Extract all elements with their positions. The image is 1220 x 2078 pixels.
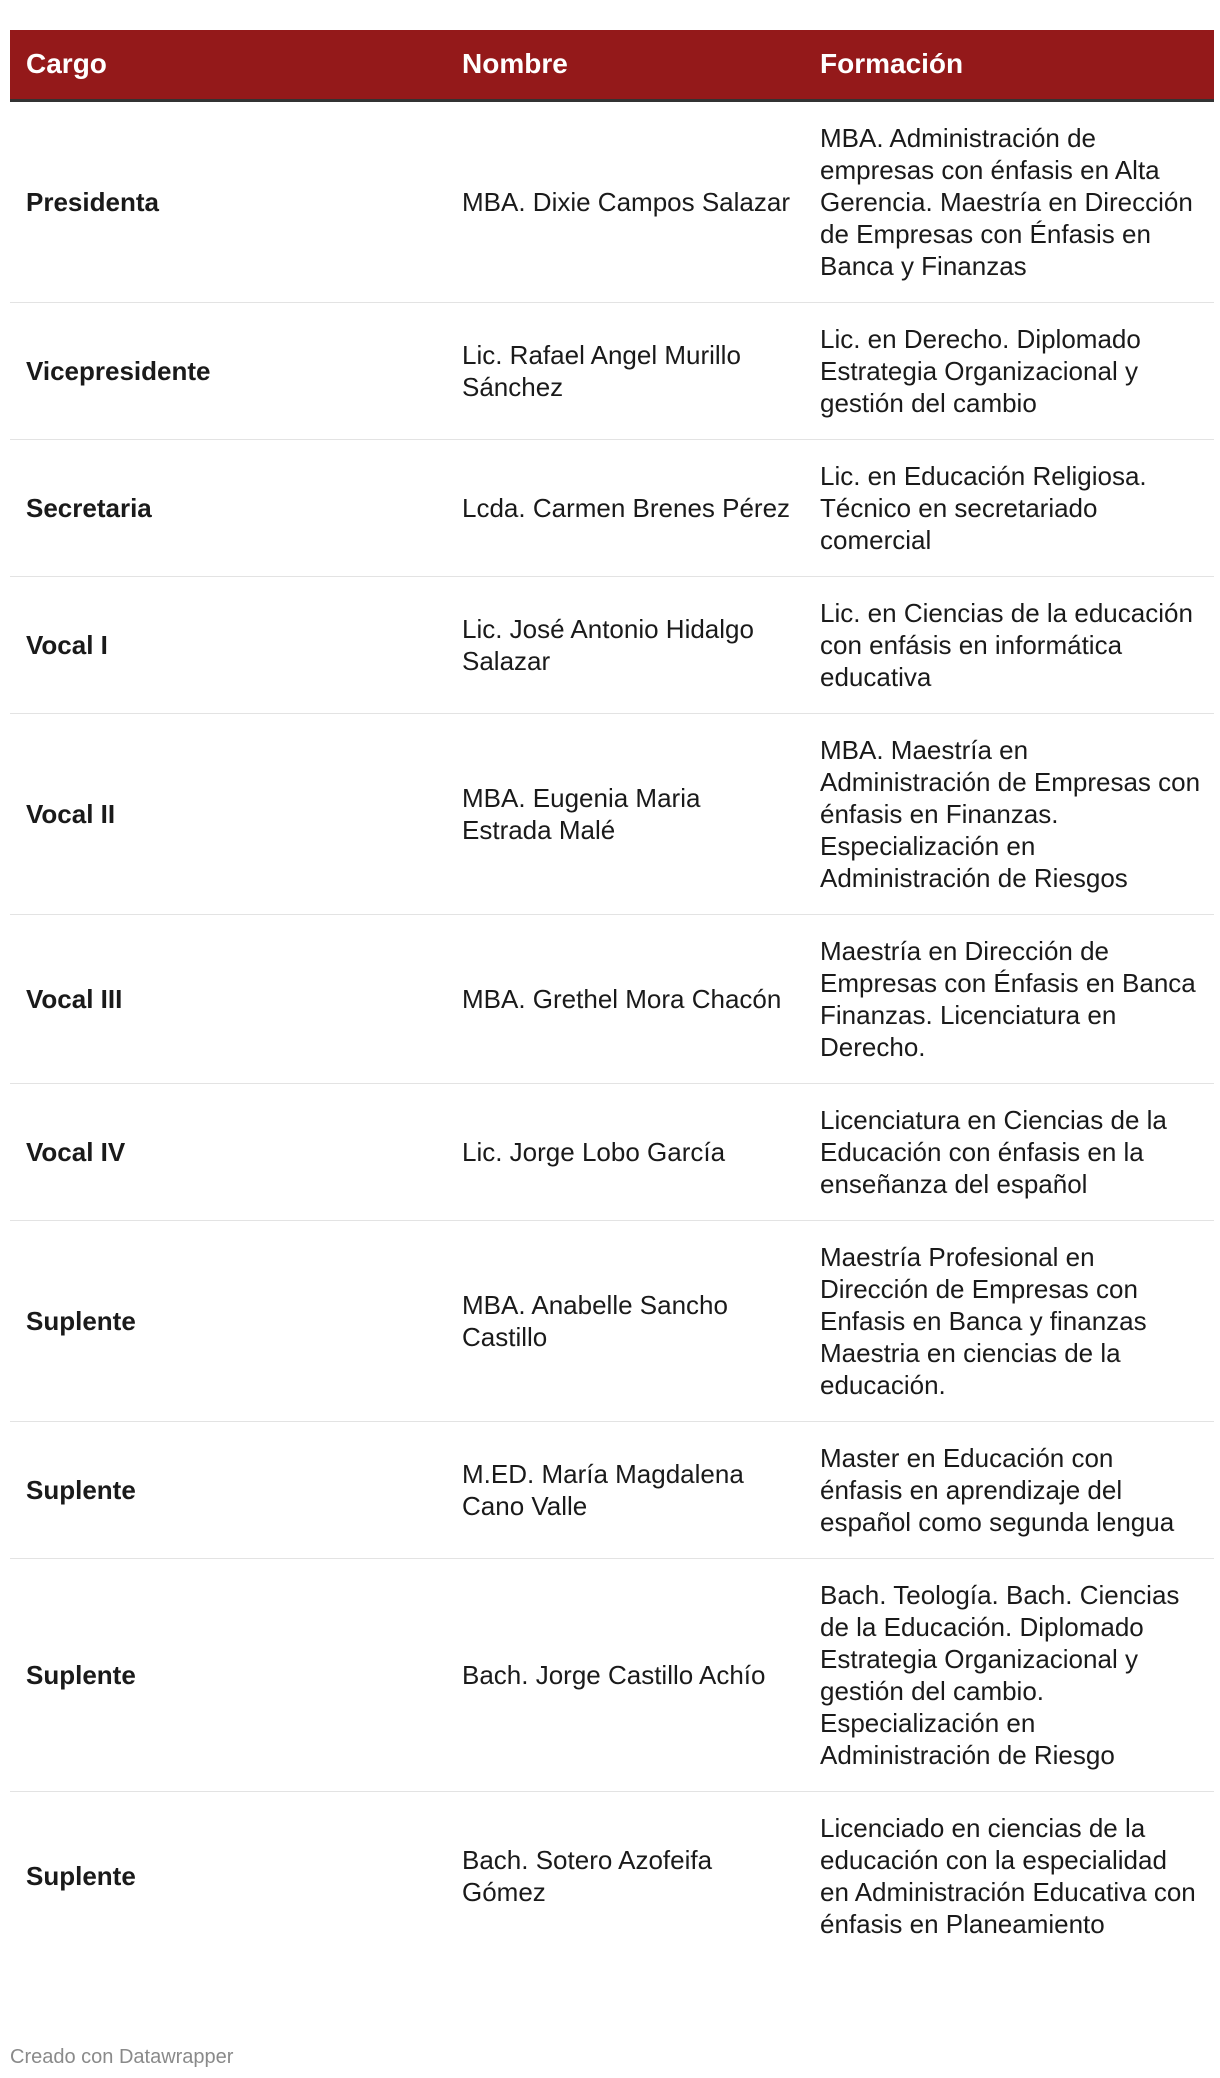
cell-formacion: MBA. Maestría en Administración de Empresas con énfasis en Finanzas. Especialización en Administración de Riesgos xyxy=(820,734,1201,893)
cell-nombre: MBA. Anabelle Sancho Castillo xyxy=(462,1289,728,1352)
cell-nombre: Bach. Sotero Azofeifa Gómez xyxy=(462,1844,713,1907)
cell-formacion: Licenciatura en Ciencias de la Educación con énfasis en la enseñanza del español xyxy=(820,1104,1167,1199)
cell-formacion: Maestría Profesional en Dirección de Empresas con Enfasis en Banca y finanzas Maestria en ciencias de la educación. xyxy=(820,1241,1147,1400)
cell-formacion: MBA. Administración de empresas con énfasis en Alta Gerencia. Maestría en Dirección de Empresas con Énfasis en Banca y Finanzas xyxy=(820,122,1193,281)
cell-cargo: Suplente xyxy=(26,1305,136,1336)
cell-cargo: Vocal III xyxy=(26,983,123,1014)
table-body xyxy=(10,100,1214,1960)
cell-formacion: Master en Educación con énfasis en aprendizaje del español como segunda lengua xyxy=(820,1442,1175,1537)
table-row xyxy=(10,439,1214,576)
table-row xyxy=(10,914,1214,1083)
table-row xyxy=(10,1220,1214,1421)
table-row xyxy=(10,576,1214,713)
cell-cargo: Vocal I xyxy=(26,629,108,660)
header-formacion: Formación xyxy=(820,48,964,80)
cell-formacion: Lic. en Ciencias de la educación con enfásis en informática educativa xyxy=(820,597,1193,692)
cell-cargo: Secretaria xyxy=(26,492,152,523)
table-row xyxy=(10,713,1214,914)
cell-nombre: Lic. Jorge Lobo García xyxy=(462,1136,726,1167)
cell-nombre: MBA. Grethel Mora Chacón xyxy=(462,983,782,1014)
header-nombre: Nombre xyxy=(462,48,568,80)
table-row xyxy=(10,302,1214,439)
datawrapper-credit: Creado con Datawrapper xyxy=(10,2046,234,2068)
cell-cargo: Suplente xyxy=(26,1474,136,1505)
cell-cargo: Presidenta xyxy=(26,186,159,217)
table-header xyxy=(10,30,1214,100)
cell-cargo: Vocal II xyxy=(26,798,116,829)
header-row xyxy=(10,30,1214,100)
table-row xyxy=(10,100,1214,302)
cell-formacion: Maestría en Dirección de Empresas con Énfasis en Banca Finanzas. Licenciatura en Derecho. xyxy=(820,935,1196,1062)
cell-nombre: Lcda. Carmen Brenes Pérez xyxy=(462,492,791,523)
board-members-table xyxy=(10,30,1214,1960)
table-row xyxy=(10,1421,1214,1558)
cell-nombre: Lic. Rafael Angel Murillo Sánchez xyxy=(462,339,741,402)
header-cargo: Cargo xyxy=(26,48,107,80)
cell-cargo: Vocal IV xyxy=(26,1136,126,1167)
cell-cargo: Suplente xyxy=(26,1659,136,1690)
table-row xyxy=(10,1083,1214,1220)
cell-nombre: Lic. José Antonio Hidalgo Salazar xyxy=(462,613,754,676)
table-row xyxy=(10,1791,1214,1960)
cell-formacion: Bach. Teología. Bach. Ciencias de la Educación. Diplomado Estrategia Organizacional y gestión del cambio. Especialización en Administración de Riesgo xyxy=(820,1579,1180,1770)
cell-cargo: Suplente xyxy=(26,1860,136,1891)
cell-nombre: MBA. Dixie Campos Salazar xyxy=(462,186,790,217)
cell-formacion: Licenciado en ciencias de la educación con la especialidad en Administración Educativa con énfasis en Planeamiento xyxy=(820,1812,1196,1939)
cell-formacion: Lic. en Educación Religiosa. Técnico en secretariado comercial xyxy=(820,460,1147,555)
cell-nombre: MBA. Eugenia Maria Estrada Malé xyxy=(462,782,701,845)
cell-nombre: Bach. Jorge Castillo Achío xyxy=(462,1659,766,1690)
cell-nombre: M.ED. María Magdalena Cano Valle xyxy=(462,1458,744,1521)
board-table-container xyxy=(10,30,1214,1960)
table-row xyxy=(10,1558,1214,1791)
cell-formacion: Lic. en Derecho. Diplomado Estrategia Organizacional y gestión del cambio xyxy=(820,323,1141,418)
cell-cargo: Vicepresidente xyxy=(26,355,211,386)
